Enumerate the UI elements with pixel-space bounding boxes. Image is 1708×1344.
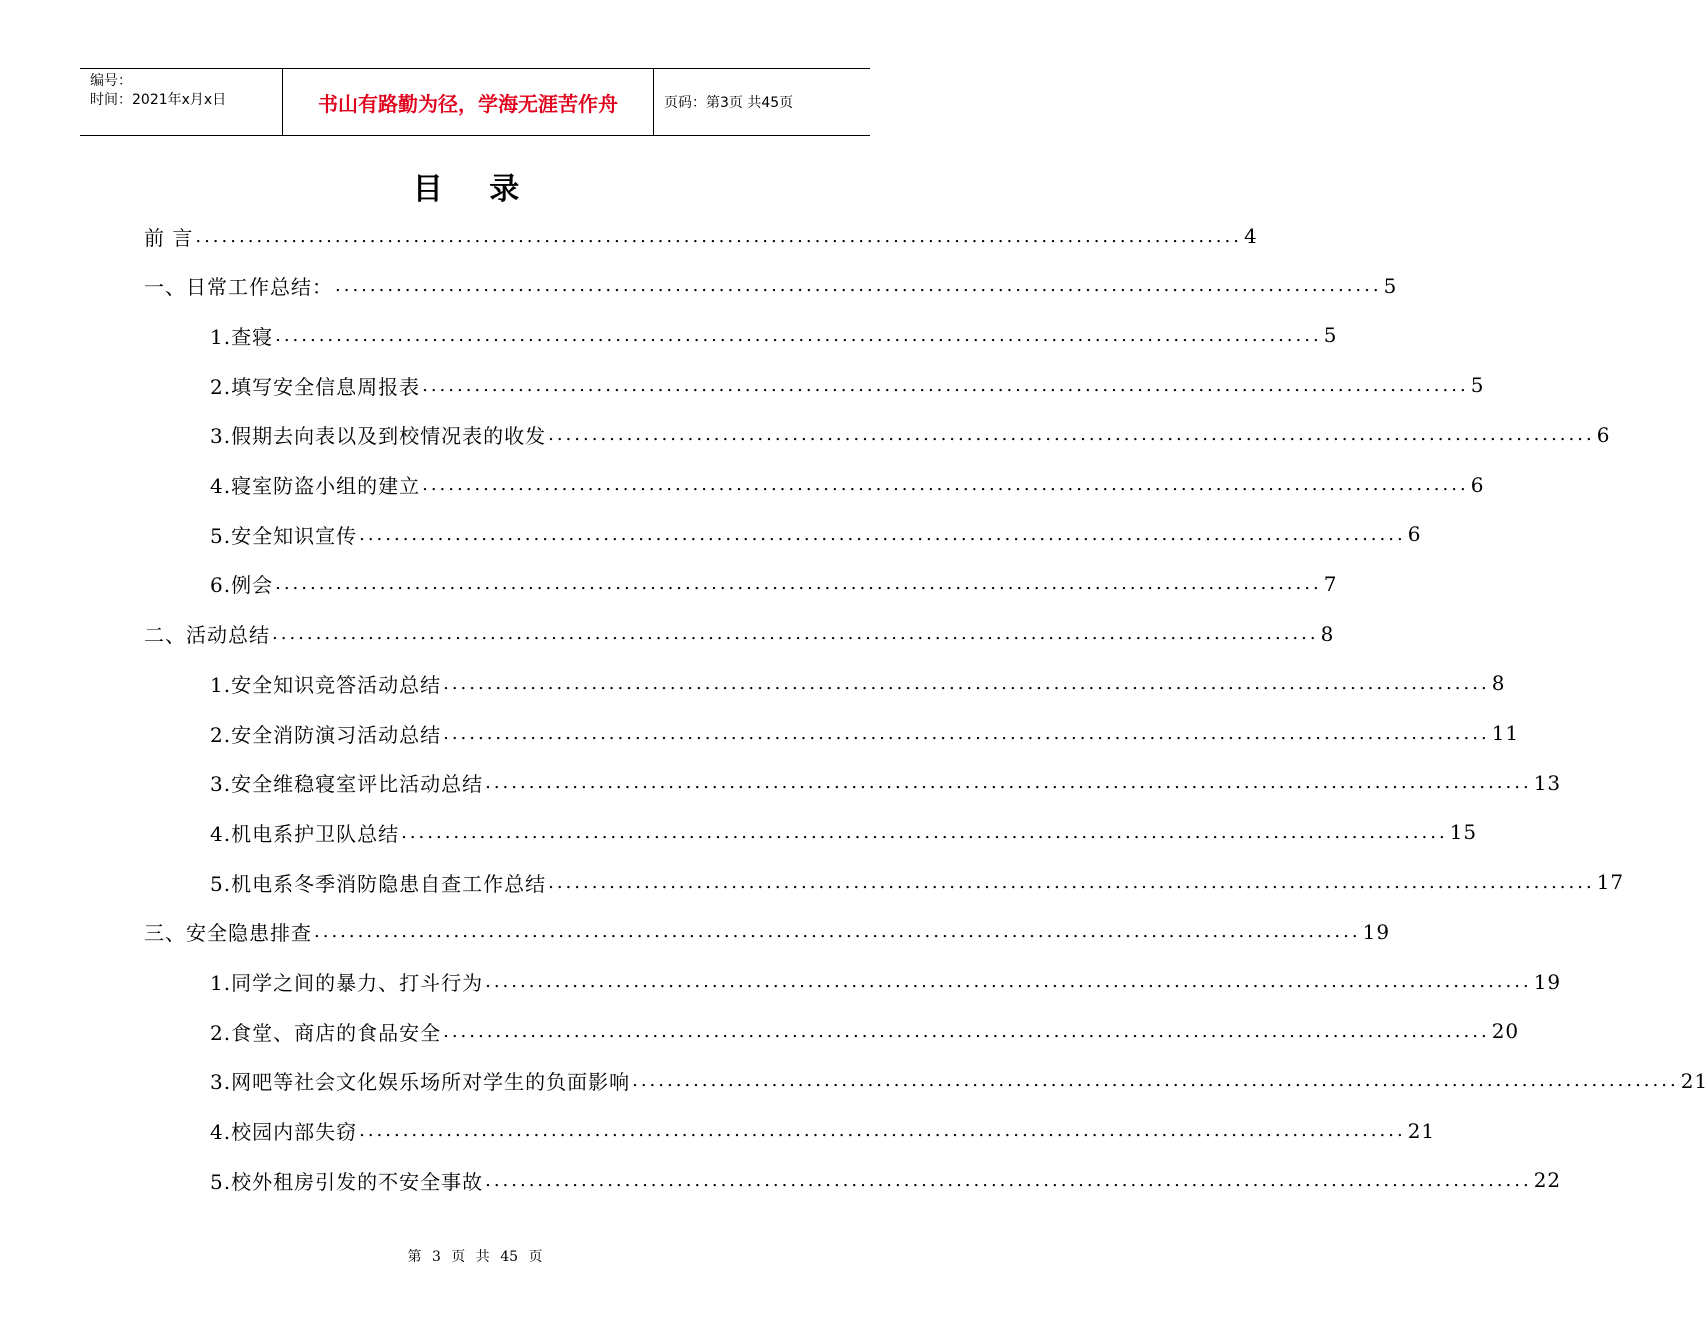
toc-leader-dots: ........................................................................................................................ (485, 772, 1532, 794)
toc-entry-page: 5 (1470, 373, 1485, 398)
toc-entry-label: 二、活动总结 (144, 623, 270, 648)
page-footer: 第 3 页 共 45 页 (407, 1249, 543, 1265)
toc-entry[interactable] (210, 1160, 1562, 1200)
toc-leader-dots: ........................................................................................................................ (401, 821, 1448, 843)
toc-leader-dots: ........................................................................................................................ (632, 1070, 1679, 1092)
header-page-info: 页码：第3页 共45页 (664, 95, 794, 111)
toc-entry[interactable] (210, 763, 1562, 803)
toc-entry-label: 5.安全知识宣传 (210, 523, 358, 548)
toc-entry-label: 6.例会 (210, 573, 274, 598)
toc-entry-label: 1.同学之间的暴力、打斗行为 (210, 971, 484, 995)
toc-entry[interactable] (210, 514, 1422, 554)
toc-entry[interactable] (144, 266, 1398, 306)
toc-entry-label: 3.假期去向表以及到校情况表的收发 (210, 424, 547, 449)
toc-entry[interactable] (210, 564, 1338, 604)
toc-entry[interactable] (144, 614, 1335, 654)
toc-entry-label: 1.安全知识竞答活动总结 (210, 672, 442, 697)
toc-leader-dots: ........................................................................................................................ (485, 971, 1532, 992)
toc-entry[interactable] (210, 862, 1625, 902)
toc-entry[interactable] (210, 1111, 1436, 1151)
document-date-label: 时间：2021年x月x日 (90, 92, 227, 108)
toc-entry-page: 19 (1533, 969, 1562, 994)
toc-entry[interactable] (210, 1011, 1520, 1051)
toc-entry-page: 6 (1470, 472, 1485, 497)
toc-entry-page: 11 (1491, 721, 1520, 745)
toc-leader-dots: ........................................................................................................................ (359, 523, 1406, 545)
header-motto: 书山有路勤为径，学海无涯苦作舟 (283, 69, 654, 135)
toc-entry-page: 17 (1596, 870, 1625, 895)
toc-entry-page: 8 (1320, 621, 1335, 646)
toc-entry-label: 4.机电系护卫队总结 (210, 821, 400, 846)
toc-entry[interactable] (210, 962, 1562, 1002)
toc-entry[interactable] (210, 365, 1485, 405)
toc-leader-dots: ........................................................................................................................ (275, 573, 1322, 595)
toc-title: 目 录 (412, 172, 538, 207)
toc-leader-dots: ........................................................................................................................ (335, 275, 1382, 297)
toc-entry[interactable] (210, 1061, 1708, 1101)
document-number-label: 编号： (90, 73, 132, 89)
toc-entry-page: 4 (1243, 224, 1258, 248)
toc-entry-label: 2.安全消防演习活动总结 (210, 722, 442, 747)
toc-entry-page: 6 (1407, 522, 1422, 547)
toc-entry[interactable] (144, 912, 1391, 952)
toc-entry[interactable] (144, 216, 1258, 256)
toc-leader-dots: ........................................................................................................................ (422, 474, 1469, 495)
toc-entry-label: 5.机电系冬季消防隐患自查工作总结 (210, 871, 547, 896)
header-meta (80, 69, 283, 135)
page-header (80, 68, 870, 136)
toc-leader-dots: ........................................................................................................................ (443, 722, 1490, 744)
toc-entry-label: 2.食堂、商店的食品安全 (210, 1020, 442, 1045)
toc-leader-dots: ........................................................................................................................ (275, 324, 1322, 346)
toc-entry-label: 三、安全隐患排查 (144, 921, 312, 946)
toc-entry-label: 1.查寝 (210, 324, 274, 349)
toc-entry-page: 8 (1491, 671, 1506, 696)
toc-entry-page: 5 (1383, 273, 1398, 298)
toc-entry-page: 20 (1491, 1019, 1520, 1044)
toc-leader-dots: ........................................................................................................................ (548, 424, 1595, 446)
toc-entry-page: 21 (1680, 1068, 1708, 1093)
toc-entry[interactable] (210, 663, 1506, 703)
toc-leader-dots: ........................................................................................................................ (422, 374, 1469, 396)
toc-entry-page: 6 (1596, 422, 1611, 447)
toc-leader-dots: ........................................................................................................................ (548, 871, 1595, 893)
toc-entry-label: 4.寝室防盗小组的建立 (210, 474, 421, 498)
toc-leader-dots: ........................................................................................................................ (443, 672, 1490, 694)
toc-entry-page: 22 (1533, 1168, 1562, 1193)
toc-entry-label: 3.安全维稳寝室评比活动总结 (210, 772, 484, 797)
toc-entry-page: 15 (1449, 820, 1478, 845)
toc-entry-label: 5.校外租房引发的不安全事故 (210, 1169, 484, 1194)
toc-entry[interactable] (210, 415, 1611, 455)
toc-leader-dots: ........................................................................................................................ (359, 1120, 1406, 1142)
toc-entry-label: 一、日常工作总结： (144, 275, 333, 300)
toc-entry-label: 4.校园内部失窃 (210, 1120, 358, 1145)
toc-entry[interactable] (210, 315, 1338, 355)
toc-leader-dots: ........................................................................................................................ (272, 623, 1319, 645)
toc-entry[interactable] (210, 713, 1520, 753)
toc-entry-page: 13 (1533, 770, 1562, 795)
toc-leader-dots: ........................................................................................................................ (314, 921, 1361, 943)
toc-leader-dots: ........................................................................................................................ (195, 225, 1242, 247)
toc-entry-page: 5 (1323, 323, 1338, 348)
toc-entry-page: 7 (1323, 571, 1338, 596)
toc-entry-label: 2.填写安全信息周报表 (210, 374, 421, 399)
toc-entry-page: 21 (1407, 1118, 1436, 1143)
toc-leader-dots: ........................................................................................................................ (485, 1169, 1532, 1191)
toc-entry-page: 19 (1362, 919, 1391, 944)
toc-entry[interactable] (210, 465, 1485, 505)
toc-entry[interactable] (210, 812, 1478, 852)
toc-entry-label: 3.网吧等社会文化娱乐场所对学生的负面影响 (210, 1070, 631, 1095)
toc-leader-dots: ........................................................................................................................ (443, 1020, 1490, 1042)
toc-entry-label: 前 言 (144, 225, 194, 250)
